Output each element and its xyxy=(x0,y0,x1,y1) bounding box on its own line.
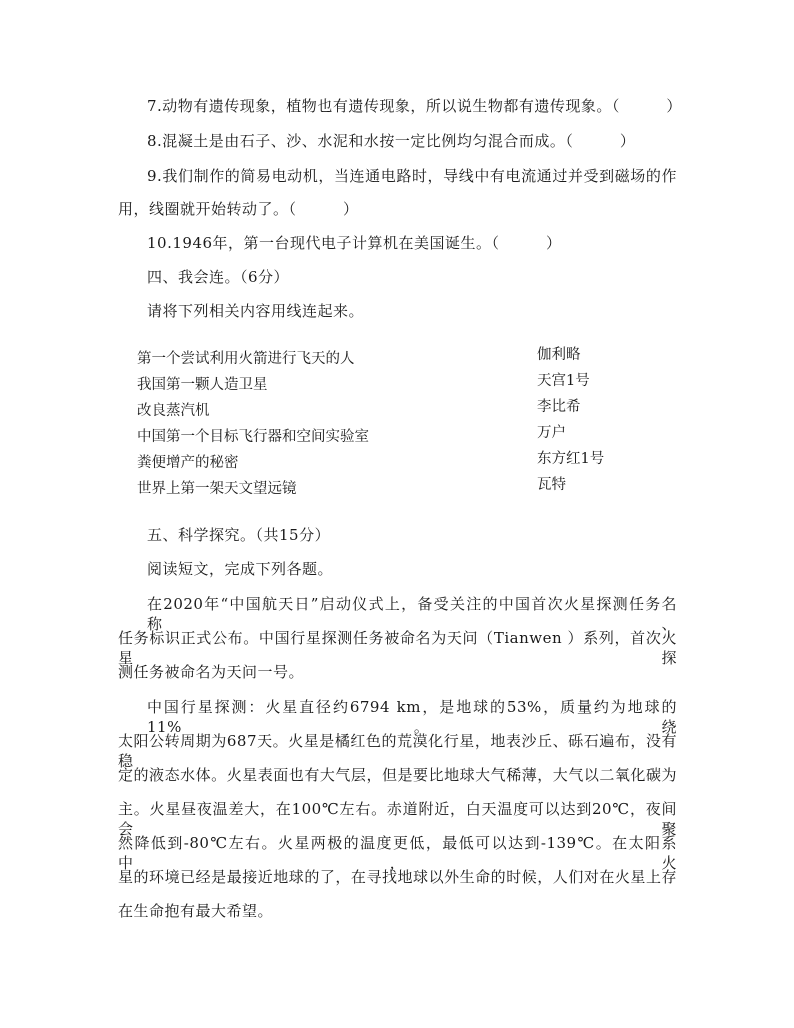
section-5-instruction: 阅读短文，完成下列各题。 xyxy=(147,560,334,578)
left-item: 改良蒸汽机 xyxy=(137,403,210,419)
question-9-line-2: 用，线圈就开始转动了。（ ） xyxy=(118,200,359,218)
right-item: 东方红1号 xyxy=(537,451,605,467)
left-item: 我国第一颗人造卫星 xyxy=(137,377,268,393)
passage-1-line-1: 在2020年“中国航天日”启动仪式上，备受关注的中国首次火星探测任务名称、 xyxy=(147,595,677,633)
section-4-instruction: 请将下列相关内容用线连起来。 xyxy=(147,302,365,320)
passage-1-line-3: 测任务被命名为天问一号。 xyxy=(118,663,305,681)
right-item: 天宫1号 xyxy=(537,373,590,389)
passage-1-line-2: 任务标识正式公布。中国行星探测任务被命名为天问（Tianwen ）系列，首次火星探 xyxy=(118,629,677,667)
section-4-heading: 四、我会连。（6分） xyxy=(147,268,290,286)
passage-2-line-5: 然降低到-80℃左右。火星两极的温度更低，最低可以达到-139℃。在太阳系中，火 xyxy=(118,834,677,872)
right-item: 李比希 xyxy=(537,399,581,415)
left-item: 中国第一个目标飞行器和空间实验室 xyxy=(137,429,369,445)
right-item: 万户 xyxy=(537,425,566,441)
passage-2-line-4: 主。火星昼夜温差大，在100℃左右。赤道附近，白天温度可以达到20℃，夜间会聚 xyxy=(118,800,677,838)
right-item: 瓦特 xyxy=(537,477,566,493)
passage-2-line-6: 星的环境已经是最接近地球的了，在寻找地球以外生命的时候，人们对在火星上存 xyxy=(118,868,677,886)
question-9-line-1: 9.我们制作的简易电动机，当连通电路时，导线中有电流通过并受到磁场的作 xyxy=(147,167,677,185)
question-8: 8.混凝土是由石子、沙、水泥和水按一定比例均匀混合而成。（ ） xyxy=(147,132,636,150)
question-10: 10.1946年，第一台现代电子计算机在美国诞生。（ ） xyxy=(147,234,562,252)
left-item: 第一个尝试利用火箭进行飞天的人 xyxy=(137,351,355,367)
passage-2-line-2: 太阳公转周期为687天。火星是橘红色的荒漠化行星，地表沙丘、砾石遍布，没有稳 xyxy=(118,732,677,770)
passage-2-line-7: 在生命抱有最大希望。 xyxy=(118,902,274,920)
left-item: 粪便增产的秘密 xyxy=(137,455,239,471)
section-5-heading: 五、科学探究。（共15分） xyxy=(147,526,331,544)
question-7: 7.动物有遗传现象，植物也有遗传现象，所以说生物都有遗传现象。（ ） xyxy=(147,97,682,115)
left-item: 世界上第一架天文望远镜 xyxy=(137,481,297,497)
passage-2-line-1: 中国行星探测：火星直径约6794 km，是地球的53%，质量约为地球的11%。绕 xyxy=(147,698,677,736)
passage-2-line-3: 定的液态水体。火星表面也有大气层，但是要比地球大气稀薄，大气以二氧化碳为 xyxy=(118,766,677,784)
right-item: 伽利略 xyxy=(537,347,581,363)
